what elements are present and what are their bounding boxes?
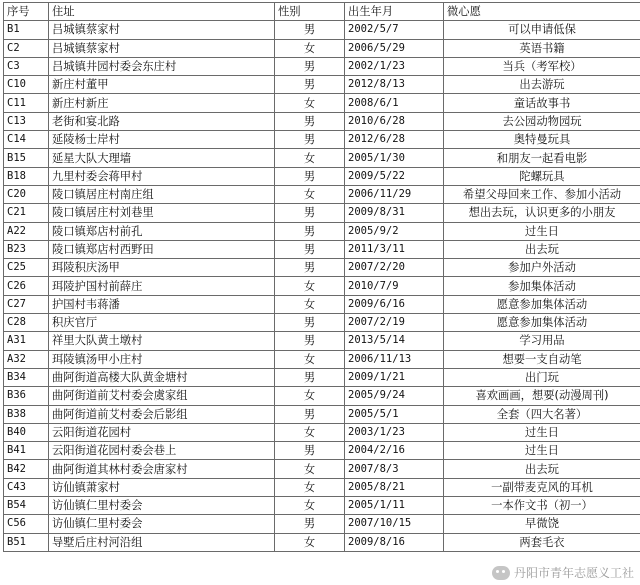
cell-birthdate: 2009/8/16 — [345, 533, 444, 551]
cell-birthdate: 2006/5/29 — [345, 39, 444, 57]
cell-wish: 一副带麦克风的耳机 — [444, 478, 640, 496]
cell-birthdate: 2010/6/28 — [345, 112, 444, 130]
cell-wish: 出门玩 — [444, 368, 640, 386]
cell-number: A32 — [4, 350, 49, 368]
table-row — [4, 57, 640, 75]
cell-wish: 想出去玩，认识更多的小朋友 — [444, 204, 640, 222]
table-row — [4, 204, 640, 222]
table-row — [4, 277, 640, 295]
cell-wish: 愿意参加集体活动 — [444, 295, 640, 313]
cell-gender: 男 — [275, 515, 345, 533]
cell-number: C2 — [4, 39, 49, 57]
cell-number: C20 — [4, 185, 49, 203]
cell-wish: 参加集体活动 — [444, 277, 640, 295]
table-row — [4, 332, 640, 350]
cell-wish: 早微饶 — [444, 515, 640, 533]
cell-address: 吕城镇蔡家村 — [49, 21, 275, 39]
cell-birthdate: 2007/2/20 — [345, 259, 444, 277]
cell-gender: 女 — [275, 423, 345, 441]
cell-number: C25 — [4, 259, 49, 277]
cell-gender: 女 — [275, 94, 345, 112]
cell-number: A22 — [4, 222, 49, 240]
cell-address: 吕城镇井园村委会东庄村 — [49, 57, 275, 75]
cell-number: B40 — [4, 423, 49, 441]
cell-gender: 男 — [275, 259, 345, 277]
column-header-birthdate: 出生年月 — [345, 3, 444, 21]
cell-gender: 男 — [275, 222, 345, 240]
table-row — [4, 112, 640, 130]
cell-address: 访仙镇仁里村委会 — [49, 515, 275, 533]
table-row — [4, 387, 640, 405]
cell-wish: 奥特曼玩具 — [444, 131, 640, 149]
cell-birthdate: 2005/8/21 — [345, 478, 444, 496]
cell-gender: 男 — [275, 167, 345, 185]
cell-number: B36 — [4, 387, 49, 405]
cell-gender: 男 — [275, 405, 345, 423]
cell-address: 访仙镇仁里村委会 — [49, 497, 275, 515]
table-row — [4, 314, 640, 332]
cell-wish: 想要一支自动笔 — [444, 350, 640, 368]
cell-gender: 男 — [275, 240, 345, 258]
cell-number: C43 — [4, 478, 49, 496]
cell-birthdate: 2009/5/22 — [345, 167, 444, 185]
cell-number: A31 — [4, 332, 49, 350]
cell-number: B51 — [4, 533, 49, 551]
table-row — [4, 533, 640, 551]
cell-birthdate: 2002/5/7 — [345, 21, 444, 39]
cell-gender: 男 — [275, 112, 345, 130]
cell-wish: 过生日 — [444, 442, 640, 460]
cell-wish: 可以申请低保 — [444, 21, 640, 39]
table-row — [4, 478, 640, 496]
cell-wish: 童话故事书 — [444, 94, 640, 112]
cell-birthdate: 2004/2/16 — [345, 442, 444, 460]
cell-gender: 女 — [275, 39, 345, 57]
table-row — [4, 295, 640, 313]
cell-wish: 希望父母回来工作、参加小活动 — [444, 185, 640, 203]
cell-wish: 全套（四大名著） — [444, 405, 640, 423]
cell-wish: 出去游玩 — [444, 76, 640, 94]
cell-gender: 女 — [275, 295, 345, 313]
table-row — [4, 76, 640, 94]
cell-birthdate: 2007/2/19 — [345, 314, 444, 332]
cell-address: 吕城镇蔡家村 — [49, 39, 275, 57]
table-row — [4, 515, 640, 533]
table-row — [4, 368, 640, 386]
cell-number: B1 — [4, 21, 49, 39]
cell-number: C56 — [4, 515, 49, 533]
column-header-number: 序号 — [4, 3, 49, 21]
cell-address: 延陵杨士岸村 — [49, 131, 275, 149]
cell-number: B34 — [4, 368, 49, 386]
table-row — [4, 497, 640, 515]
cell-wish: 喜欢画画，想要(动漫周刊) — [444, 387, 640, 405]
cell-gender: 女 — [275, 387, 345, 405]
table-row — [4, 405, 640, 423]
cell-address: 珥陵护国村前薛庄 — [49, 277, 275, 295]
cell-address: 曲阿街道高楼大队黄金塘村 — [49, 368, 275, 386]
cell-address: 新庄村新庄 — [49, 94, 275, 112]
table-row — [4, 240, 640, 258]
cell-birthdate: 2005/9/2 — [345, 222, 444, 240]
cell-address: 积庆官厅 — [49, 314, 275, 332]
cell-number: C26 — [4, 277, 49, 295]
cell-gender: 男 — [275, 368, 345, 386]
cell-birthdate: 2009/1/21 — [345, 368, 444, 386]
cell-gender: 男 — [275, 76, 345, 94]
cell-number: C27 — [4, 295, 49, 313]
cell-wish: 愿意参加集体活动 — [444, 314, 640, 332]
cell-number: B41 — [4, 442, 49, 460]
cell-birthdate: 2006/11/13 — [345, 350, 444, 368]
table-row — [4, 423, 640, 441]
cell-number: C10 — [4, 76, 49, 94]
cell-number: C21 — [4, 204, 49, 222]
cell-gender: 女 — [275, 149, 345, 167]
cell-gender: 女 — [275, 350, 345, 368]
cell-number: C3 — [4, 57, 49, 75]
cell-birthdate: 2007/8/3 — [345, 460, 444, 478]
cell-wish: 当兵（考军校） — [444, 57, 640, 75]
table-row — [4, 21, 640, 39]
cell-wish: 出去玩 — [444, 240, 640, 258]
cell-wish: 过生日 — [444, 423, 640, 441]
cell-address: 云阳街道花园村 — [49, 423, 275, 441]
table-row — [4, 460, 640, 478]
watermark — [492, 564, 634, 581]
cell-birthdate: 2012/6/28 — [345, 131, 444, 149]
cell-wish: 学习用品 — [444, 332, 640, 350]
cell-wish: 一本作文书（初一） — [444, 497, 640, 515]
cell-birthdate: 2005/9/24 — [345, 387, 444, 405]
column-header-gender: 性别 — [275, 3, 345, 21]
cell-birthdate: 2006/11/29 — [345, 185, 444, 203]
cell-wish: 陀螺玩具 — [444, 167, 640, 185]
cell-number: B23 — [4, 240, 49, 258]
table-row — [4, 167, 640, 185]
cell-birthdate: 2009/6/16 — [345, 295, 444, 313]
cell-gender: 女 — [275, 185, 345, 203]
cell-number: B54 — [4, 497, 49, 515]
cell-wish: 去公园动物园玩 — [444, 112, 640, 130]
wechat-icon — [492, 566, 510, 580]
cell-birthdate: 2009/8/31 — [345, 204, 444, 222]
cell-address: 访仙镇萧家村 — [49, 478, 275, 496]
cell-address: 延星大队大理墙 — [49, 149, 275, 167]
cell-wish: 和朋友一起看电影 — [444, 149, 640, 167]
cell-birthdate: 2005/1/11 — [345, 497, 444, 515]
cell-number: B15 — [4, 149, 49, 167]
cell-number: C11 — [4, 94, 49, 112]
cell-gender: 男 — [275, 442, 345, 460]
cell-birthdate: 2011/3/11 — [345, 240, 444, 258]
cell-gender: 女 — [275, 277, 345, 295]
cell-gender: 女 — [275, 460, 345, 478]
cell-address: 陵口镇郑店村西野田 — [49, 240, 275, 258]
cell-number: B42 — [4, 460, 49, 478]
table-row — [4, 149, 640, 167]
cell-birthdate: 2005/5/1 — [345, 405, 444, 423]
table-row — [4, 39, 640, 57]
cell-number: C28 — [4, 314, 49, 332]
cell-gender: 男 — [275, 131, 345, 149]
cell-gender: 男 — [275, 21, 345, 39]
cell-gender: 男 — [275, 57, 345, 75]
cell-gender: 男 — [275, 314, 345, 332]
cell-number: C14 — [4, 131, 49, 149]
cell-birthdate: 2013/5/14 — [345, 332, 444, 350]
cell-wish: 两套毛衣 — [444, 533, 640, 551]
cell-birthdate: 2002/1/23 — [345, 57, 444, 75]
table-row — [4, 350, 640, 368]
cell-birthdate: 2008/6/1 — [345, 94, 444, 112]
cell-gender: 男 — [275, 204, 345, 222]
cell-address: 护国村韦蒋潘 — [49, 295, 275, 313]
cell-birthdate: 2010/7/9 — [345, 277, 444, 295]
cell-number: B18 — [4, 167, 49, 185]
cell-birthdate: 2003/1/23 — [345, 423, 444, 441]
cell-address: 祥里大队黄土墩村 — [49, 332, 275, 350]
cell-gender: 女 — [275, 497, 345, 515]
cell-address: 陵口镇郑店村前孔 — [49, 222, 275, 240]
cell-number: B38 — [4, 405, 49, 423]
table-row — [4, 131, 640, 149]
cell-address: 珥陵积庆汤甲 — [49, 259, 275, 277]
table-row — [4, 94, 640, 112]
cell-gender: 女 — [275, 533, 345, 551]
cell-birthdate: 2012/8/13 — [345, 76, 444, 94]
cell-wish: 英语书籍 — [444, 39, 640, 57]
cell-number: C13 — [4, 112, 49, 130]
cell-address: 曲阿街道前艾村委会虞家组 — [49, 387, 275, 405]
table-row — [4, 442, 640, 460]
cell-address: 老街和宴北路 — [49, 112, 275, 130]
column-header-wish: 微心愿 — [444, 3, 640, 21]
header-row — [4, 3, 640, 21]
cell-birthdate: 2007/10/15 — [345, 515, 444, 533]
table-row — [4, 259, 640, 277]
cell-address: 九里村委会蒋甲村 — [49, 167, 275, 185]
table-row — [4, 222, 640, 240]
cell-wish: 出去玩 — [444, 460, 640, 478]
cell-address: 新庄村董甲 — [49, 76, 275, 94]
cell-address: 云阳街道花园村委会巷上 — [49, 442, 275, 460]
column-header-address: 住址 — [49, 3, 275, 21]
cell-address: 陵口镇居庄村南庄组 — [49, 185, 275, 203]
cell-address: 曲阿街道前艾村委会后影组 — [49, 405, 275, 423]
cell-address: 导墅后庄村河沿组 — [49, 533, 275, 551]
cell-address: 珥陵镇汤甲小庄村 — [49, 350, 275, 368]
cell-address: 陵口镇居庄村刘巷里 — [49, 204, 275, 222]
cell-gender: 男 — [275, 332, 345, 350]
table-row — [4, 185, 640, 203]
wish-list-table — [3, 2, 640, 552]
cell-address: 曲阿街道其林村委会唐家村 — [49, 460, 275, 478]
watermark-text: 丹阳市青年志愿义工社 — [513, 566, 634, 580]
cell-gender: 女 — [275, 478, 345, 496]
cell-birthdate: 2005/1/30 — [345, 149, 444, 167]
cell-wish: 参加户外活动 — [444, 259, 640, 277]
cell-wish: 过生日 — [444, 222, 640, 240]
